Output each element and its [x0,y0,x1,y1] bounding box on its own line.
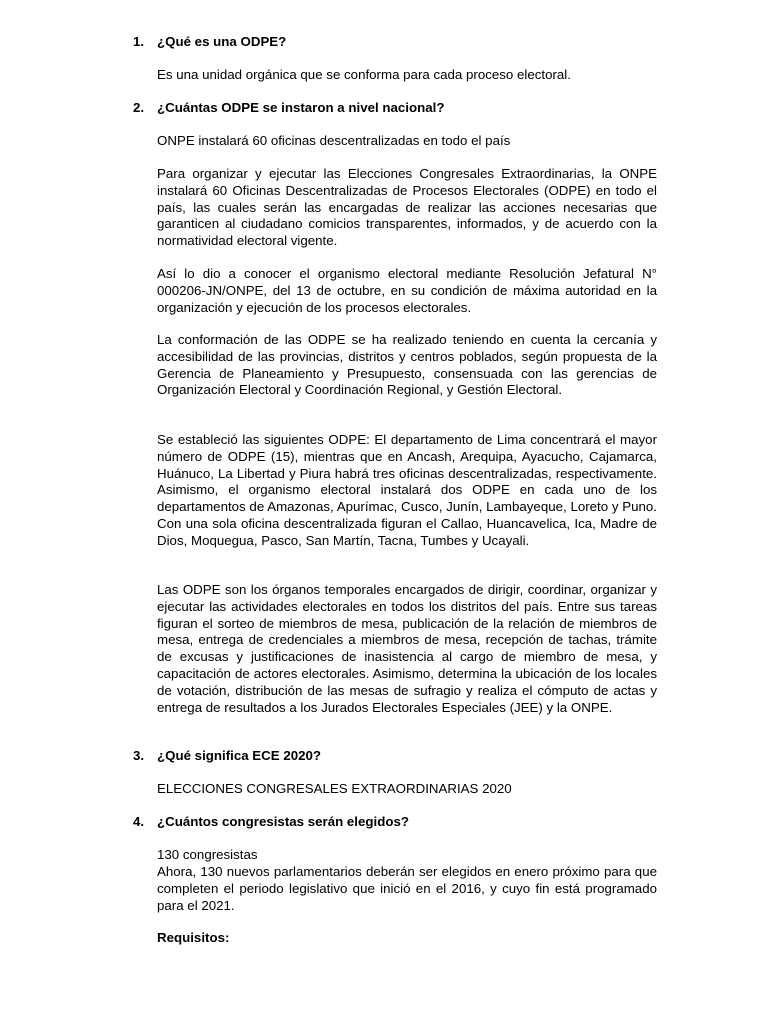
q4-paragraph-1: 130 congresistas [157,847,258,862]
question-2-title: ¿Cuántas ODPE se instaron a nivel nacional? [157,100,445,115]
question-2-number: 2. [133,100,145,115]
question-2-heading [133,100,444,117]
q2-paragraph-3: Así lo dio a conocer el organismo electoral mediante Resolución Jefatural N° 000206-JN/ONPE, del 13 de octubre, en su condición de máxima autoridad en la organización y ejecución de los procesos electorales. [157,266,657,315]
question-3-heading [133,748,321,765]
question-1-number: 1. [133,34,145,49]
question-1-heading [133,34,286,51]
q2-paragraph-5: Se estableció las siguientes ODPE: El departamento de Lima concentrará el mayor número de ODPE (15), mientras que en Ancash, Arequipa, Ayacucho, Cajamarca, Huánuco, La Libertad y Piura habrá tres oficinas descentralizadas, respectivamente. Asimismo, el organismo electoral instalará dos ODPE en cada uno de los departamentos de Amazonas, Apurímac, Cusco, Junín, Lambayeque, Loreto y Puno. Con una sola oficina descentralizada figuran el Callao, Huancavelica, Ica, Madre de Dios, Moquegua, Pasco, San Martín, Tacna, Tumbes y Ucayali. [157,432,657,548]
question-4-title: ¿Cuántos congresistas serán elegidos? [157,814,409,829]
question-3-title: ¿Qué significa ECE 2020? [157,748,322,763]
requisitos-heading: Requisitos: [157,930,230,945]
question-1-title: ¿Qué es una ODPE? [157,34,287,49]
q1-paragraph-1: Es una unidad orgánica que se conforma para cada proceso electoral. [157,67,571,82]
question-4-heading [133,814,409,831]
q2-paragraph-4: La conformación de las ODPE se ha realizado teniendo en cuenta la cercanía y accesibilidad de las provincias, distritos y centros poblados, según propuesta de la Gerencia de Planeamiento y Presupuesto, consensuada con las gerencias de Organización Electoral y Coordinación Regional, y Gestión Electoral. [157,332,657,398]
question-4-number: 4. [133,814,145,829]
q3-paragraph-1: ELECCIONES CONGRESALES EXTRAORDINARIAS 2020 [157,781,512,796]
q2-paragraph-6: Las ODPE son los órganos temporales encargados de dirigir, coordinar, organizar y ejecutar las actividades electorales en todos los distritos del país. Entre sus tareas figuran el sorteo de miembros de mesa, publicación de la relación de miembros de mesa, entrega de credenciales a miembros de mesa, recepción de tachas, trámite de excusas y justificaciones de inasistencia al cargo de miembro de mesa, y capacitación de actores electorales. Asimismo, determina la ubicación de los locales de votación, distribución de las mesas de sufragio y realiza el cómputo de actas y entrega de resultados a los Jurados Electorales Especiales (JEE) y la ONPE. [157,582,657,715]
q4-paragraph-2: Ahora, 130 nuevos parlamentarios deberán ser elegidos en enero próximo para que completen el periodo legislativo que inició en el 2016, y cuyo fin está programado para el 2021. [157,864,657,913]
q2-paragraph-2: Para organizar y ejecutar las Elecciones Congresales Extraordinarias, la ONPE instalará 60 Oficinas Descentralizadas de Procesos Electorales (ODPE) en todo el país, las cuales serán las encargadas de realizar las acciones necesarias que garanticen al ciudadano comicios transparentes, informados, y de acuerdo con la normatividad electoral vigente. [157,166,657,249]
question-3-number: 3. [133,748,145,763]
q2-paragraph-1: ONPE instalará 60 oficinas descentralizadas en todo el país [157,133,511,148]
